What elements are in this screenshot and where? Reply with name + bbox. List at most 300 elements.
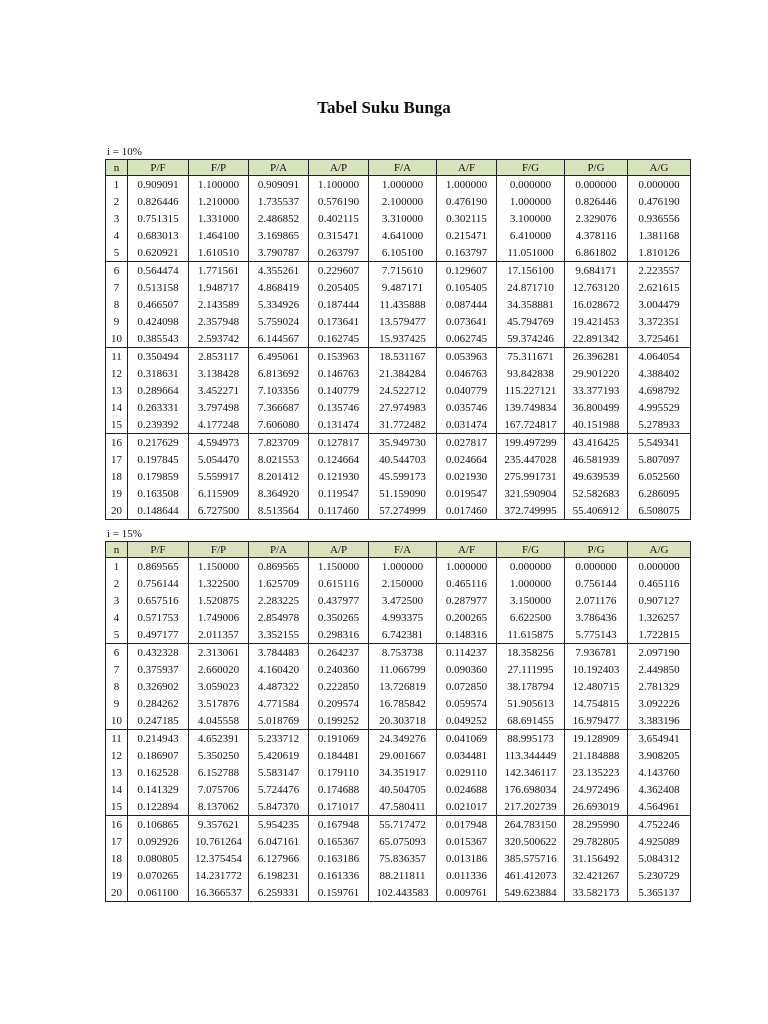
factor-cell: 46.581939 (565, 451, 628, 468)
table-row (106, 695, 691, 712)
factor-cell: 75.836357 (369, 850, 437, 867)
factor-cell: 199.497299 (497, 434, 565, 452)
factor-cell: 3.517876 (189, 695, 249, 712)
factor-cell: 0.402115 (309, 210, 369, 227)
factor-cell: 0.053963 (437, 348, 497, 366)
factor-cell: 0.187444 (309, 296, 369, 313)
factor-cell: 0.024688 (437, 781, 497, 798)
factor-cell: 2.313061 (189, 644, 249, 662)
factor-cell: 0.017460 (437, 502, 497, 520)
column-header-p-a: P/A (249, 542, 309, 558)
period-cell: 4 (106, 227, 128, 244)
factor-cell: 1.381168 (628, 227, 691, 244)
table-row (106, 764, 691, 781)
factor-cell: 7.823709 (249, 434, 309, 452)
table-row (106, 609, 691, 626)
factor-cell: 3.472500 (369, 592, 437, 609)
factor-cell: 93.842838 (497, 365, 565, 382)
factor-cell: 55.406912 (565, 502, 628, 520)
column-header-n: n (106, 542, 128, 558)
factor-cell: 0.751315 (128, 210, 189, 227)
table-row (106, 712, 691, 730)
factor-cell: 8.364920 (249, 485, 309, 502)
period-cell: 16 (106, 816, 128, 834)
table-row (106, 382, 691, 399)
factor-cell: 0.424098 (128, 313, 189, 330)
factor-cell: 0.105405 (437, 279, 497, 296)
column-header-a-g: A/G (628, 542, 691, 558)
factor-cell: 0.090360 (437, 661, 497, 678)
factor-cell: 9.684171 (565, 262, 628, 280)
factor-cell: 1.464100 (189, 227, 249, 244)
factor-cell: 3.059023 (189, 678, 249, 695)
period-cell: 20 (106, 502, 128, 520)
factor-cell: 19.421453 (565, 313, 628, 330)
table-body (106, 176, 691, 520)
factor-cell: 7.936781 (565, 644, 628, 662)
factor-cell: 51.905613 (497, 695, 565, 712)
table-row (106, 365, 691, 382)
factor-cell: 57.274999 (369, 502, 437, 520)
factor-cell: 47.580411 (369, 798, 437, 816)
factor-cell: 6.742381 (369, 626, 437, 644)
table-row (106, 730, 691, 748)
factor-cell: 0.167948 (309, 816, 369, 834)
factor-cell: 59.374246 (497, 330, 565, 348)
factor-cell: 24.972496 (565, 781, 628, 798)
table-row (106, 416, 691, 434)
factor-cell: 4.995529 (628, 399, 691, 416)
factor-cell: 0.061100 (128, 884, 189, 902)
factor-cell: 4.160420 (249, 661, 309, 678)
column-header-f-g: F/G (497, 160, 565, 176)
factor-cell: 372.749995 (497, 502, 565, 520)
factor-cell: 4.487322 (249, 678, 309, 695)
factor-cell: 5.954235 (249, 816, 309, 834)
period-cell: 10 (106, 712, 128, 730)
factor-cell: 21.184888 (565, 747, 628, 764)
table-row (106, 296, 691, 313)
factor-cell: 0.072850 (437, 678, 497, 695)
factor-cell: 40.504705 (369, 781, 437, 798)
factor-cell: 0.375937 (128, 661, 189, 678)
table-row (106, 399, 691, 416)
factor-cell: 0.041069 (437, 730, 497, 748)
factor-cell: 6.052560 (628, 468, 691, 485)
table-row (106, 502, 691, 520)
factor-cell: 2.100000 (369, 193, 437, 210)
factor-cell: 0.214943 (128, 730, 189, 748)
factor-cell: 1.100000 (309, 176, 369, 194)
factor-cell: 2.150000 (369, 575, 437, 592)
factor-cell: 5.420619 (249, 747, 309, 764)
factor-cell: 51.159090 (369, 485, 437, 502)
factor-cell: 0.029110 (437, 764, 497, 781)
factor-cell: 1.000000 (497, 193, 565, 210)
factor-cell: 9.487171 (369, 279, 437, 296)
factor-cell: 0.284262 (128, 695, 189, 712)
period-cell: 8 (106, 296, 128, 313)
factor-cell: 6.115909 (189, 485, 249, 502)
factor-cell: 2.593742 (189, 330, 249, 348)
factor-cell: 0.200265 (437, 609, 497, 626)
factor-cell: 16.979477 (565, 712, 628, 730)
factor-cell: 6.727500 (189, 502, 249, 520)
factor-cell: 5.549341 (628, 434, 691, 452)
factor-cell: 0.756144 (565, 575, 628, 592)
factor-cell: 0.017948 (437, 816, 497, 834)
factor-cell: 0.756144 (128, 575, 189, 592)
factor-cell: 7.366687 (249, 399, 309, 416)
factor-cell: 0.826446 (128, 193, 189, 210)
factor-cell: 2.660020 (189, 661, 249, 678)
table-row (106, 798, 691, 816)
factor-cell: 1.771561 (189, 262, 249, 280)
factor-cell: 549.623884 (497, 884, 565, 902)
factor-cell: 32.421267 (565, 867, 628, 884)
factor-cell: 4.045558 (189, 712, 249, 730)
factor-cell: 0.122894 (128, 798, 189, 816)
factor-cell: 6.286095 (628, 485, 691, 502)
factor-cell: 3.352155 (249, 626, 309, 644)
table-row (106, 210, 691, 227)
factor-cell: 4.378116 (565, 227, 628, 244)
factor-cell: 0.191069 (309, 730, 369, 748)
factor-cell: 2.143589 (189, 296, 249, 313)
factor-cell: 0.141329 (128, 781, 189, 798)
factor-cell: 1.000000 (497, 575, 565, 592)
factor-cell: 29.782805 (565, 833, 628, 850)
factor-cell: 1.000000 (369, 176, 437, 194)
factor-cell: 5.847370 (249, 798, 309, 816)
factor-cell: 0.465116 (437, 575, 497, 592)
column-header-a-f: A/F (437, 542, 497, 558)
table-row (106, 626, 691, 644)
factor-cell: 0.162528 (128, 764, 189, 781)
factor-cell: 10.192403 (565, 661, 628, 678)
factor-cell: 176.698034 (497, 781, 565, 798)
factor-cell: 264.783150 (497, 816, 565, 834)
factor-cell: 10.761264 (189, 833, 249, 850)
factor-cell: 2.781329 (628, 678, 691, 695)
period-cell: 6 (106, 644, 128, 662)
factor-cell: 0.497177 (128, 626, 189, 644)
factor-cell: 5.365137 (628, 884, 691, 902)
period-cell: 19 (106, 867, 128, 884)
factor-cell: 0.179110 (309, 764, 369, 781)
factor-cell: 8.137062 (189, 798, 249, 816)
factor-cell: 2.097190 (628, 644, 691, 662)
factor-cell: 1.000000 (437, 176, 497, 194)
factor-cell: 2.011357 (189, 626, 249, 644)
factor-cell: 0.034481 (437, 747, 497, 764)
factor-cell: 40.544703 (369, 451, 437, 468)
period-cell: 2 (106, 575, 128, 592)
column-header-p-f: P/F (128, 160, 189, 176)
factor-cell: 5.018769 (249, 712, 309, 730)
factor-cell: 0.869565 (128, 558, 189, 576)
factor-cell: 0.909091 (128, 176, 189, 194)
period-cell: 17 (106, 833, 128, 850)
column-header-a-p: A/P (309, 542, 369, 558)
factor-cell: 0.217629 (128, 434, 189, 452)
period-cell: 18 (106, 850, 128, 867)
factor-cell: 0.163186 (309, 850, 369, 867)
factor-cell: 38.178794 (497, 678, 565, 695)
period-cell: 3 (106, 210, 128, 227)
factor-cell: 8.021553 (249, 451, 309, 468)
factor-cell: 0.437977 (309, 592, 369, 609)
table-row (106, 330, 691, 348)
period-cell: 5 (106, 626, 128, 644)
page-title: Tabel Suku Bunga (317, 98, 451, 117)
factor-cell: 0.021930 (437, 468, 497, 485)
factor-cell: 0.239392 (128, 416, 189, 434)
factor-cell: 36.800499 (565, 399, 628, 416)
factor-cell: 0.907127 (628, 592, 691, 609)
factor-cell: 6.508075 (628, 502, 691, 520)
factor-cell: 0.247185 (128, 712, 189, 730)
factor-cell: 0.131474 (309, 416, 369, 434)
factor-cell: 0.197845 (128, 451, 189, 468)
factor-cell: 8.513564 (249, 502, 309, 520)
factor-cell: 6.259331 (249, 884, 309, 902)
factor-cell: 27.111995 (497, 661, 565, 678)
factor-cell: 45.599173 (369, 468, 437, 485)
factor-cell: 29.001667 (369, 747, 437, 764)
factor-cell: 0.000000 (565, 176, 628, 194)
factor-cell: 88.211811 (369, 867, 437, 884)
period-cell: 8 (106, 678, 128, 695)
factor-cell: 6.105100 (369, 244, 437, 262)
factor-cell: 1.625709 (249, 575, 309, 592)
table-row (106, 558, 691, 576)
factor-cell: 0.124664 (309, 451, 369, 468)
factor-cell: 6.861802 (565, 244, 628, 262)
factor-cell: 2.329076 (565, 210, 628, 227)
table-row (106, 592, 691, 609)
table-row (106, 176, 691, 194)
column-header-f-p: F/P (189, 542, 249, 558)
interest-table-block-0 (105, 146, 690, 520)
factor-cell: 385.575716 (497, 850, 565, 867)
header-row (106, 160, 691, 176)
factor-cell: 321.590904 (497, 485, 565, 502)
factor-cell: 1.322500 (189, 575, 249, 592)
factor-cell: 0.263797 (309, 244, 369, 262)
factor-cell: 16.366537 (189, 884, 249, 902)
factor-cell: 5.559917 (189, 468, 249, 485)
factor-cell: 4.652391 (189, 730, 249, 748)
period-cell: 14 (106, 781, 128, 798)
factor-cell: 0.476190 (628, 193, 691, 210)
factor-cell: 0.000000 (628, 176, 691, 194)
factor-cell: 0.326902 (128, 678, 189, 695)
factor-cell: 0.059574 (437, 695, 497, 712)
period-cell: 17 (106, 451, 128, 468)
factor-cell: 55.717472 (369, 816, 437, 834)
factor-cell: 1.100000 (189, 176, 249, 194)
period-cell: 1 (106, 176, 128, 194)
factor-cell: 0.576190 (309, 193, 369, 210)
factor-cell: 0.080805 (128, 850, 189, 867)
factor-cell: 4.641000 (369, 227, 437, 244)
factor-cell: 8.753738 (369, 644, 437, 662)
factor-cell: 3.908205 (628, 747, 691, 764)
factor-cell: 27.974983 (369, 399, 437, 416)
factor-cell: 3.138428 (189, 365, 249, 382)
factor-cell: 5.278933 (628, 416, 691, 434)
factor-cell: 0.000000 (628, 558, 691, 576)
factor-cell: 1.210000 (189, 193, 249, 210)
table-row (106, 747, 691, 764)
factor-cell: 0.657516 (128, 592, 189, 609)
table-row (106, 661, 691, 678)
factor-cell: 1.326257 (628, 609, 691, 626)
factor-cell: 1.722815 (628, 626, 691, 644)
table-row (106, 313, 691, 330)
factor-cell: 0.240360 (309, 661, 369, 678)
factor-cell: 0.163797 (437, 244, 497, 262)
factor-cell: 7.606080 (249, 416, 309, 434)
factor-cell: 0.350494 (128, 348, 189, 366)
factor-cell: 11.435888 (369, 296, 437, 313)
factor-cell: 5.724476 (249, 781, 309, 798)
factor-cell: 0.229607 (309, 262, 369, 280)
factor-cell: 2.486852 (249, 210, 309, 227)
period-cell: 16 (106, 434, 128, 452)
table-row (106, 434, 691, 452)
table-row (106, 468, 691, 485)
factor-cell: 0.159761 (309, 884, 369, 902)
factor-cell: 0.385543 (128, 330, 189, 348)
factor-cell: 2.621615 (628, 279, 691, 296)
factor-cell: 13.726819 (369, 678, 437, 695)
factor-cell: 12.480715 (565, 678, 628, 695)
factor-cell: 4.564961 (628, 798, 691, 816)
factor-cell: 3.784483 (249, 644, 309, 662)
factor-cell: 9.357621 (189, 816, 249, 834)
factor-cell: 0.289664 (128, 382, 189, 399)
factor-cell: 3.092226 (628, 695, 691, 712)
factor-cell: 461.412073 (497, 867, 565, 884)
factor-cell: 0.171017 (309, 798, 369, 816)
factor-cell: 3.100000 (497, 210, 565, 227)
factor-cell: 31.772482 (369, 416, 437, 434)
factor-cell: 0.302115 (437, 210, 497, 227)
factor-cell: 102.443583 (369, 884, 437, 902)
period-cell: 14 (106, 399, 128, 416)
factor-cell: 115.227121 (497, 382, 565, 399)
factor-cell: 8.201412 (249, 468, 309, 485)
factor-cell: 0.173641 (309, 313, 369, 330)
factor-cell: 0.165367 (309, 833, 369, 850)
factor-cell: 49.639539 (565, 468, 628, 485)
table-row (106, 485, 691, 502)
column-header-a-g: A/G (628, 160, 691, 176)
period-cell: 19 (106, 485, 128, 502)
factor-cell: 6.622500 (497, 609, 565, 626)
factor-cell: 33.582173 (565, 884, 628, 902)
factor-cell: 0.163508 (128, 485, 189, 502)
column-header-p-g: P/G (565, 542, 628, 558)
factor-cell: 167.724817 (497, 416, 565, 434)
factor-cell: 0.031474 (437, 416, 497, 434)
factor-cell: 16.785842 (369, 695, 437, 712)
factor-cell: 0.019547 (437, 485, 497, 502)
factor-cell: 0.209574 (309, 695, 369, 712)
factor-cell: 4.771584 (249, 695, 309, 712)
factor-cell: 0.092926 (128, 833, 189, 850)
period-cell: 7 (106, 279, 128, 296)
factor-cell: 5.230729 (628, 867, 691, 884)
factor-cell: 2.357948 (189, 313, 249, 330)
factor-cell: 35.949730 (369, 434, 437, 452)
factor-cell: 1.735537 (249, 193, 309, 210)
factor-cell: 5.054470 (189, 451, 249, 468)
factor-cell: 0.571753 (128, 609, 189, 626)
factor-cell: 0.121930 (309, 468, 369, 485)
period-cell: 15 (106, 798, 128, 816)
factor-cell: 18.531167 (369, 348, 437, 366)
factor-cell: 12.375454 (189, 850, 249, 867)
factor-cell: 2.283225 (249, 592, 309, 609)
factor-cell: 0.021017 (437, 798, 497, 816)
factor-cell: 0.070265 (128, 867, 189, 884)
factor-cell: 0.046763 (437, 365, 497, 382)
factor-cell: 0.114237 (437, 644, 497, 662)
table-row (106, 262, 691, 280)
factor-cell: 5.350250 (189, 747, 249, 764)
factor-cell: 0.184481 (309, 747, 369, 764)
factor-cell: 4.064054 (628, 348, 691, 366)
period-cell: 9 (106, 313, 128, 330)
factor-cell: 2.071176 (565, 592, 628, 609)
factor-cell: 0.073641 (437, 313, 497, 330)
factor-cell: 0.148644 (128, 502, 189, 520)
table-body (106, 558, 691, 902)
factor-cell: 13.579477 (369, 313, 437, 330)
factor-cell: 0.215471 (437, 227, 497, 244)
period-cell: 1 (106, 558, 128, 576)
factor-cell: 0.683013 (128, 227, 189, 244)
column-header-a-p: A/P (309, 160, 369, 176)
table-row (106, 279, 691, 296)
table-row (106, 227, 691, 244)
factor-cell: 275.991731 (497, 468, 565, 485)
factor-cell: 6.047161 (249, 833, 309, 850)
factor-cell: 5.233712 (249, 730, 309, 748)
factor-cell: 5.334926 (249, 296, 309, 313)
column-header-a-f: A/F (437, 160, 497, 176)
table-row (106, 575, 691, 592)
factor-cell: 1.150000 (189, 558, 249, 576)
factor-cell: 4.752246 (628, 816, 691, 834)
factor-cell: 6.144567 (249, 330, 309, 348)
factor-cell: 68.691455 (497, 712, 565, 730)
factor-cell: 52.582683 (565, 485, 628, 502)
factor-cell: 4.925089 (628, 833, 691, 850)
factor-cell: 0.000000 (497, 176, 565, 194)
factor-cell: 7.075706 (189, 781, 249, 798)
factor-cell: 0.476190 (437, 193, 497, 210)
factor-cell: 4.993375 (369, 609, 437, 626)
period-cell: 15 (106, 416, 128, 434)
table-row (106, 884, 691, 902)
factor-cell: 6.198231 (249, 867, 309, 884)
factor-cell: 0.315471 (309, 227, 369, 244)
factor-cell: 0.174688 (309, 781, 369, 798)
